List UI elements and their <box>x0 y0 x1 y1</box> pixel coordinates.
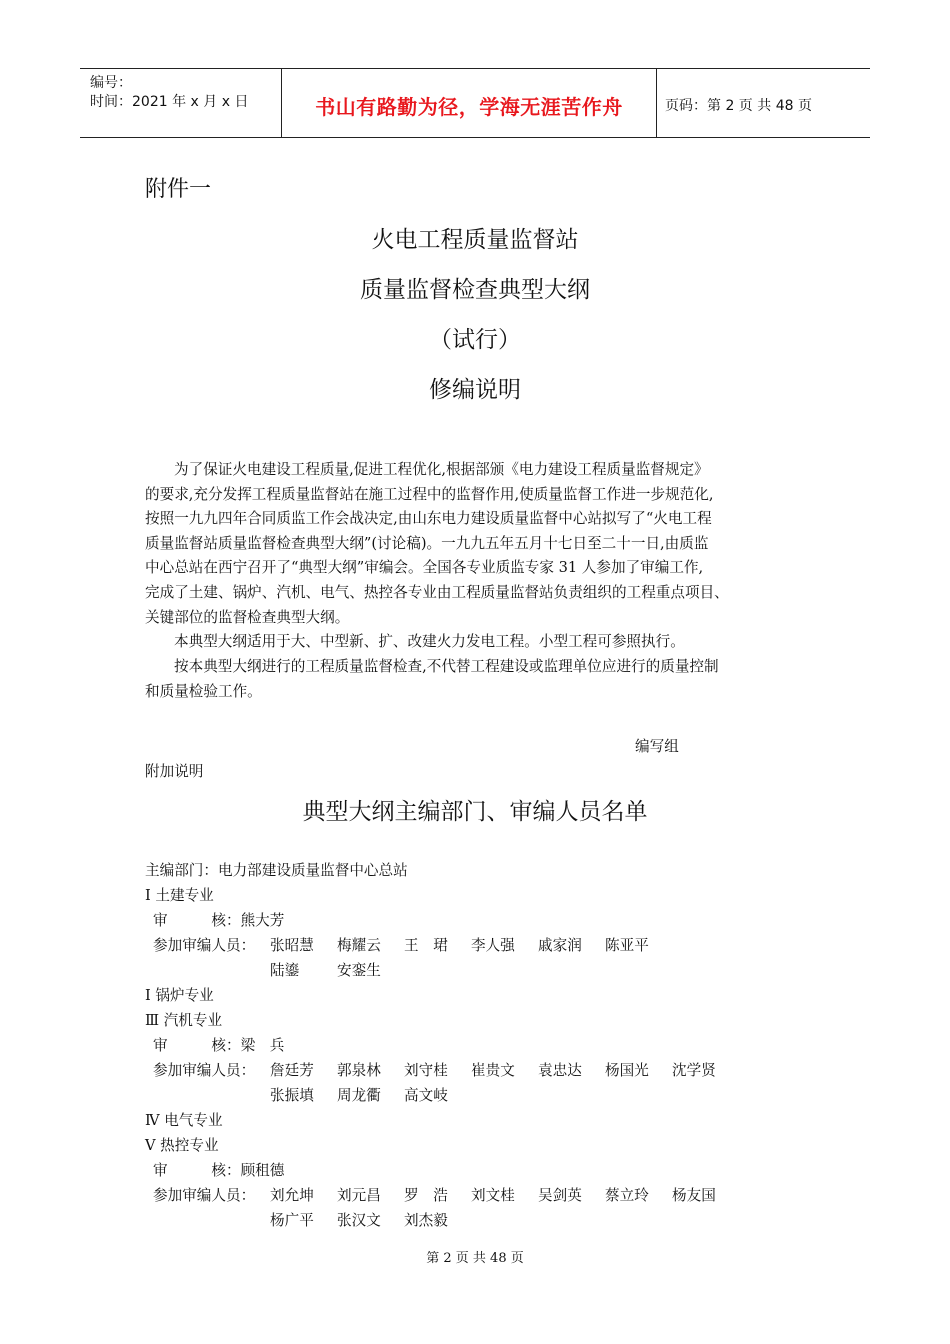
turbine-members-label: 参加审编人员： <box>153 1062 256 1079</box>
member-name: 杨广平 <box>270 1212 314 1229</box>
member-name: 陈亚平 <box>605 937 649 954</box>
intro-p1-line: 关键部位的监督检查典型大纲。 <box>145 608 350 626</box>
intro-paragraph-1 <box>145 458 810 630</box>
member-name: 杨友国 <box>672 1187 716 1204</box>
member-name: 刘守桂 <box>404 1062 448 1079</box>
member-name: 张昭慧 <box>270 937 314 954</box>
section-heading-turbine: Ⅲ 汽机专业 <box>145 1012 223 1029</box>
review-label: 审 核： <box>153 1037 241 1054</box>
title-line-4: 修编说明 <box>429 377 521 403</box>
review-label: 审 核： <box>153 912 241 929</box>
header-page-cell <box>657 69 870 137</box>
turbine-reviewer-row <box>153 1034 284 1055</box>
member-name: 杨国光 <box>605 1062 649 1079</box>
intro-p1-line: 质量监督站质量监督检查典型大纲”(讨论稿)。一九九五年五月十七日至二十一日,由质监 <box>145 534 709 552</box>
page-footer: 第 2 页 共 48 页 <box>426 1251 524 1266</box>
intro-paragraph-3 <box>145 655 810 704</box>
member-name: 罗 浩 <box>404 1187 448 1204</box>
chief-department: 主编部门：电力部建设质量监督中心总站 <box>145 862 408 879</box>
thermal-members-label: 参加审编人员： <box>153 1187 256 1204</box>
title-line-3: （试行） <box>429 327 521 353</box>
member-name: 周龙衢 <box>337 1087 381 1104</box>
member-name: 刘文桂 <box>471 1187 515 1204</box>
header-meta-cell <box>80 69 282 137</box>
intro-p1-line: 中心总站在西宁召开了“典型大纲”审编会。全国各专业质监专家 31 人参加了审编工作, <box>145 559 704 577</box>
title-line-1: 火电工程质量监督站 <box>371 227 579 253</box>
intro-p3-line: 按本典型大纲进行的工程质量监督检查,不代替工程建设或监理单位应进行的质量控制 <box>174 658 719 675</box>
member-name: 蔡立玲 <box>605 1187 649 1204</box>
header-number-label: 编号： <box>90 75 132 91</box>
reviewer-name: 熊大芳 <box>240 912 285 929</box>
list-title: 典型大纲主编部门、审编人员名单 <box>302 799 648 825</box>
member-name: 李人强 <box>471 937 515 954</box>
civil-members-row-1 <box>270 934 672 955</box>
member-name: 沈学贤 <box>672 1062 716 1079</box>
intro-p1-line: 完成了土建、锅炉、汽机、电气、热控各专业由工程质量监督站负责组织的工程重点项目、 <box>145 583 729 601</box>
thermal-members-row-1 <box>270 1184 739 1205</box>
member-name: 张汉文 <box>337 1212 381 1229</box>
civil-reviewer-row <box>153 909 284 930</box>
member-name: 梅耀云 <box>337 937 381 954</box>
intro-p1-line: 为了保证火电建设工程质量,促进工程优化,根据部颁《电力建设工程质量监督规定》 <box>174 461 709 478</box>
member-name: 刘杰毅 <box>404 1212 448 1229</box>
member-name: 张振填 <box>270 1087 314 1104</box>
thermal-members-row-2 <box>270 1209 471 1230</box>
member-name: 郭泉林 <box>337 1062 381 1079</box>
member-name: 崔贵文 <box>471 1062 515 1079</box>
member-name: 詹廷芳 <box>270 1062 314 1079</box>
section-heading-boiler: Ⅰ 锅炉专业 <box>145 987 214 1004</box>
section-heading-civil: Ⅰ 土建专业 <box>145 887 214 904</box>
intro-p2-line: 本典型大纲适用于大、中型新、扩、改建火力发电工程。小型工程可参照执行。 <box>174 633 685 650</box>
intro-p3-line: 和质量检验工作。 <box>145 682 262 700</box>
review-label: 审 核： <box>153 1162 241 1179</box>
section-heading-thermal: Ⅴ 热控专业 <box>145 1137 219 1154</box>
turbine-members-row-1 <box>270 1059 739 1080</box>
member-name: 安銮生 <box>337 962 381 979</box>
intro-p1-line: 按照一九九四年合同质监工作会战决定,由山东电力建设质量监督中心站拟写了“火电工程 <box>145 510 712 528</box>
signature: 编写组 <box>635 738 679 755</box>
header-time-label: 时间：2021 年 x 月 x 日 <box>90 94 249 110</box>
civil-members-label: 参加审编人员： <box>153 937 256 954</box>
member-name: 刘允坤 <box>270 1187 314 1204</box>
title-line-2: 质量监督检查典型大纲 <box>360 277 590 303</box>
section-heading-electrical: Ⅳ 电气专业 <box>145 1112 223 1129</box>
member-name: 戚家润 <box>538 937 582 954</box>
header-motto: 书山有路勤为径，学海无涯苦作舟 <box>315 95 623 119</box>
intro-paragraph-2 <box>145 630 810 655</box>
civil-members-row-2 <box>270 959 404 980</box>
intro-p1-line: 的要求,充分发挥工程质量监督站在施工过程中的监督作用,使质量监督工作进一步规范化, <box>145 485 714 503</box>
appendix-label: 附加说明 <box>145 763 204 780</box>
reviewer-name: 顾租德 <box>240 1162 285 1179</box>
reviewer-name: 梁 兵 <box>240 1037 285 1054</box>
member-name: 陆鎏 <box>270 962 300 979</box>
header-page-info: 页码：第 2 页 共 48 页 <box>665 98 812 114</box>
member-name: 刘元昌 <box>337 1187 381 1204</box>
thermal-reviewer-row <box>153 1159 284 1180</box>
attachment-label: 附件一 <box>145 177 212 202</box>
page-header <box>80 68 870 138</box>
member-name: 王 珺 <box>404 937 448 954</box>
member-name: 袁忠达 <box>538 1062 582 1079</box>
header-motto-cell <box>282 69 657 137</box>
member-name: 高文岐 <box>404 1087 448 1104</box>
member-name: 吴剑英 <box>538 1187 582 1204</box>
turbine-members-row-2 <box>270 1084 471 1105</box>
